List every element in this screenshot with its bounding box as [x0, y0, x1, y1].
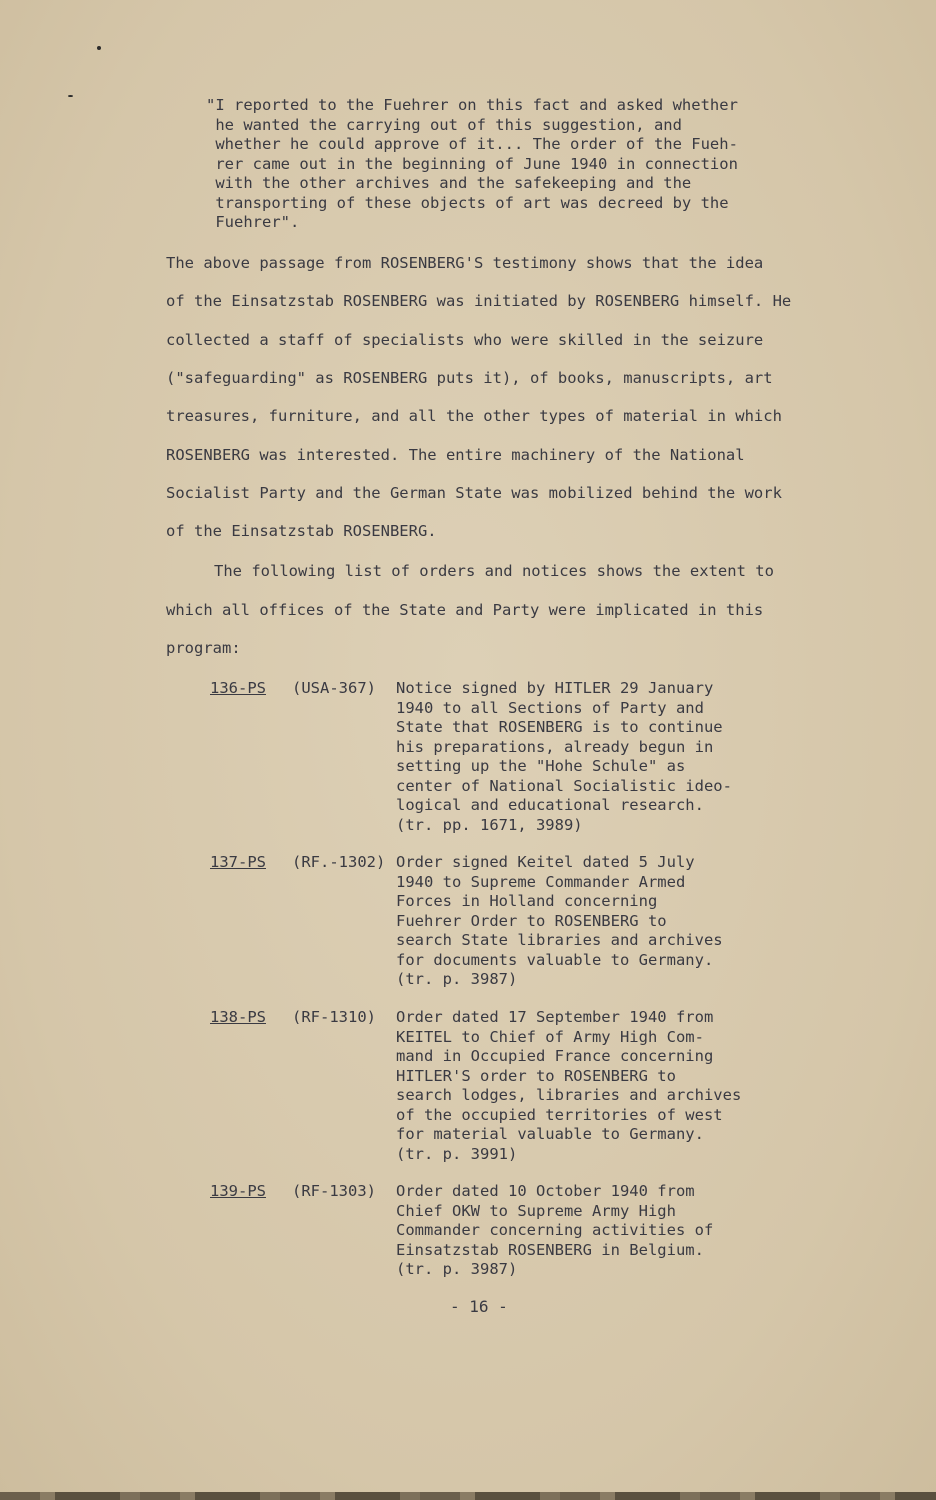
- document-number: 136-PS: [210, 679, 266, 697]
- document-description: Order dated 17 September 1940 from KEITEL to Chief of Army High Com- mand in Occupied France concerning HITLER'S order to ROSENBERG to search lodges, libraries and archives of the occupied territories of west for material valuable to Germany. (tr. p. 3991): [396, 1008, 742, 1163]
- body-line: ROSENBERG was interested. The entire machinery of the National: [166, 446, 745, 464]
- body-line: The above passage from ROSENBERG'S testimony shows that the idea: [166, 254, 764, 272]
- page-bottom-edge: [0, 1492, 936, 1500]
- body-line: ("safeguarding" as ROSENBERG puts it), of books, manuscripts, art: [166, 369, 773, 387]
- body-line: collected a staff of specialists who were skilled in the seizure: [166, 331, 764, 349]
- exhibit-reference: (USA-367): [292, 679, 376, 697]
- quoted-testimony: "I reported to the Fuehrer on this fact and asked whether he wanted the carrying out of this suggestion, and whether he could approve of it... The order of the Fueh- rer came out in the beginning of June 1940 in connection with the other archives and the safekeeping and the transporting of these objects of art was decreed by the Fuehrer".: [206, 96, 738, 231]
- ink-speck: [97, 46, 101, 50]
- document-description: Order signed Keitel dated 5 July 1940 to Supreme Commander Armed Forces in Holland concerning Fuehrer Order to ROSENBERG to search State libraries and archives for documents valuable to Germany. (tr. p. 3987): [396, 853, 723, 988]
- exhibit-reference: (RF-1310): [292, 1008, 376, 1026]
- ink-speck: [68, 95, 73, 97]
- document-number: 139-PS: [210, 1182, 266, 1200]
- body-line: Socialist Party and the German State was mobilized behind the work: [166, 484, 782, 502]
- body-line: program:: [166, 639, 241, 657]
- body-line: of the Einsatzstab ROSENBERG was initiated by ROSENBERG himself. He: [166, 292, 792, 310]
- document-number: 138-PS: [210, 1008, 266, 1026]
- body-line: The following list of orders and notices shows the extent to: [214, 562, 774, 580]
- body-line: which all offices of the State and Party were implicated in this: [166, 601, 764, 619]
- body-line: treasures, furniture, and all the other types of material in which: [166, 407, 782, 425]
- page-number: - 16 -: [450, 1297, 508, 1316]
- document-description: Notice signed by HITLER 29 January 1940 to all Sections of Party and State that ROSENBERG is to continue his preparations, already begun in setting up the "Hohe Schule" as center of National Socialistic ideo- logical and educational research. (tr. pp. 1671, 3989): [396, 679, 732, 834]
- exhibit-reference: (RF.-1302): [292, 853, 386, 871]
- document-description: Order dated 10 October 1940 from Chief OKW to Supreme Army High Commander concerning activities of Einsatzstab ROSENBERG in Belgium. (tr. p. 3987): [396, 1182, 714, 1278]
- body-line: of the Einsatzstab ROSENBERG.: [166, 522, 437, 540]
- exhibit-reference: (RF-1303): [292, 1182, 376, 1200]
- document-number: 137-PS: [210, 853, 266, 871]
